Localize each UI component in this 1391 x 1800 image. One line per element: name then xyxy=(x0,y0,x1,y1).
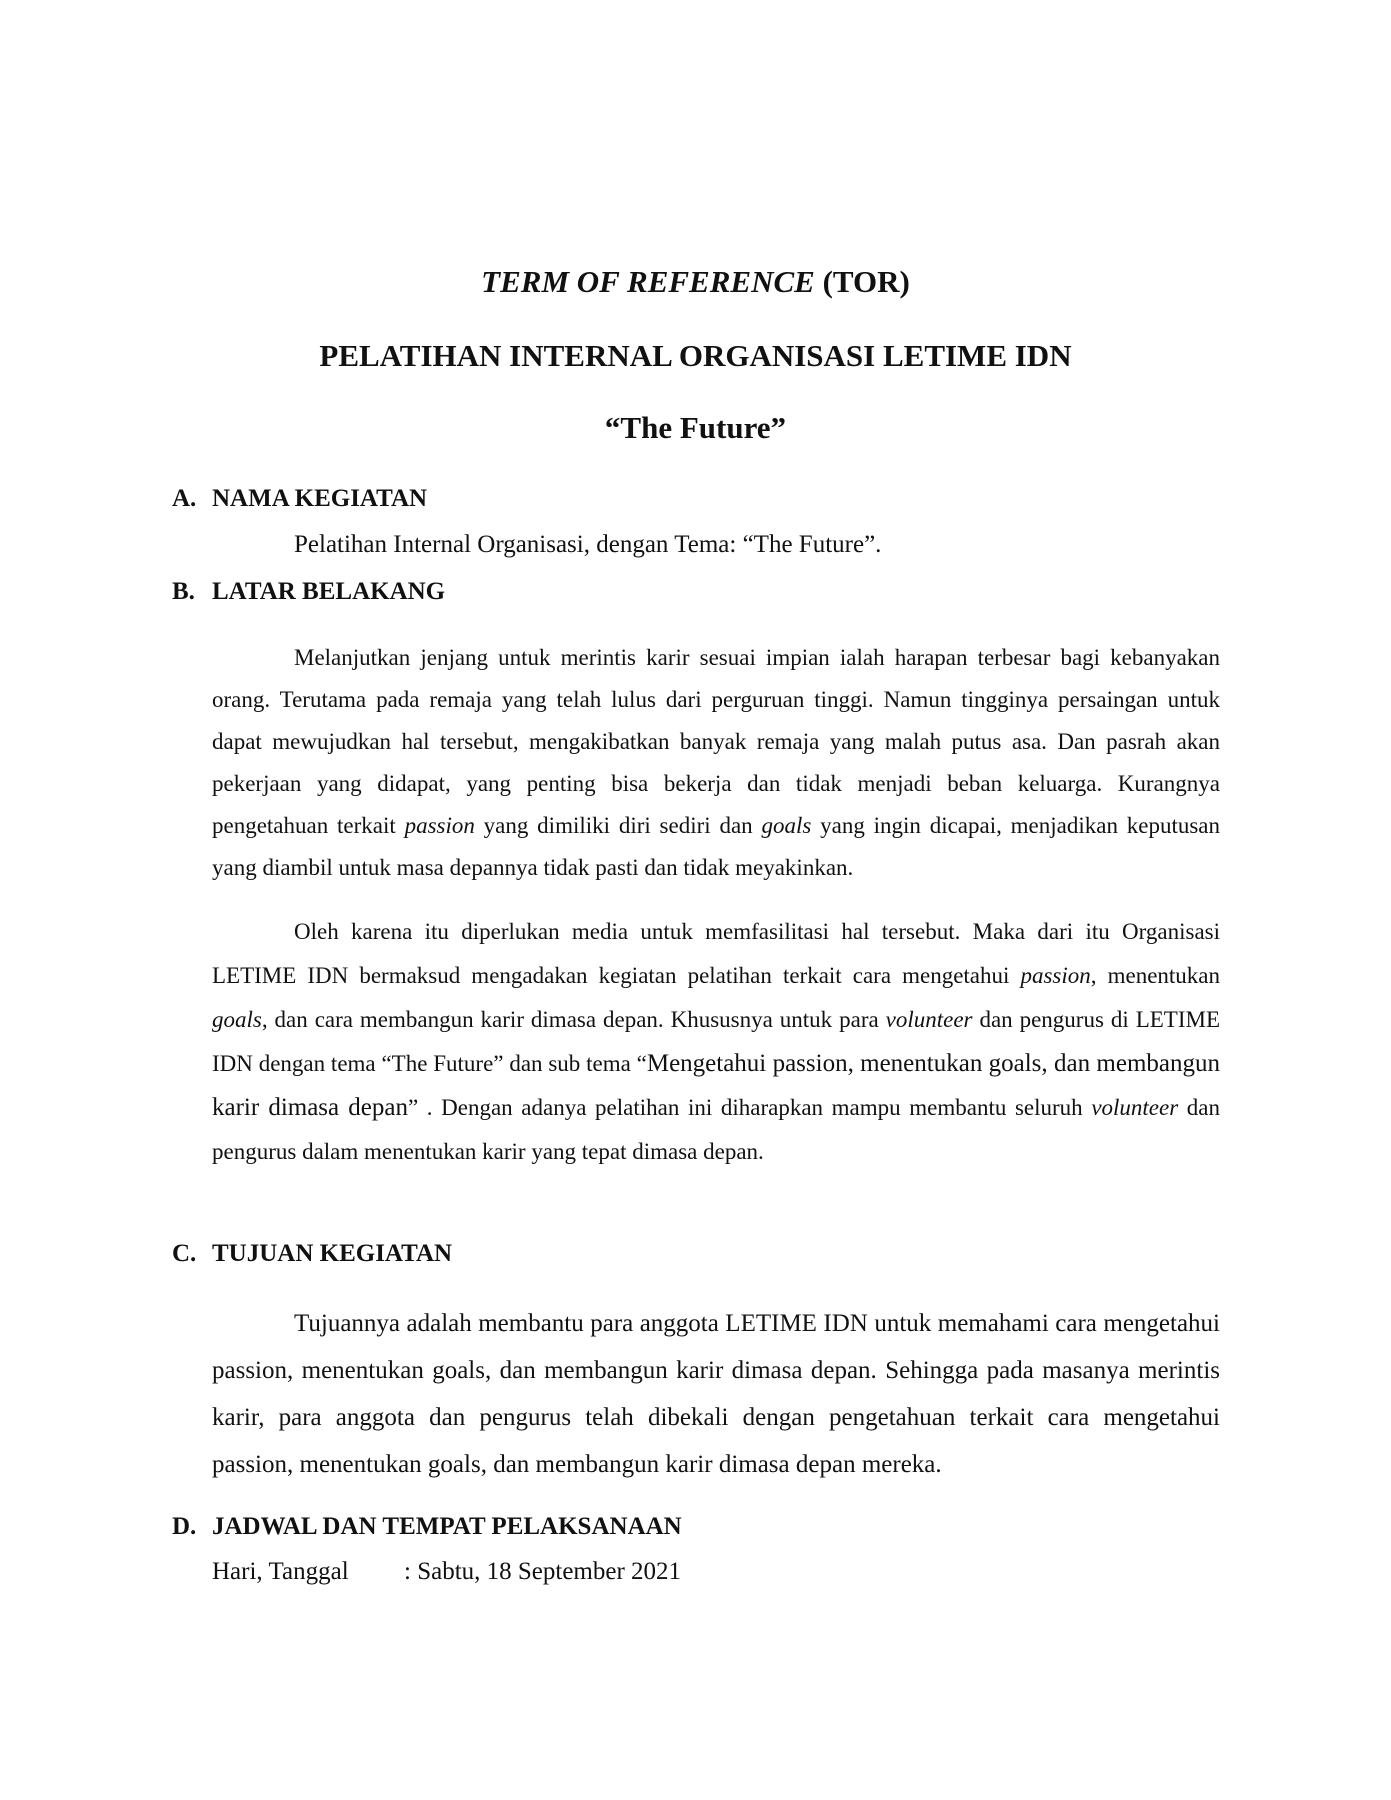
schedule-value: : Sabtu, 18 September 2021 xyxy=(404,1558,682,1585)
section-a-text: Pelatihan Internal Organisasi, dengan Tema: “The Future”. xyxy=(294,531,882,558)
section-c-title: TUJUAN KEGIATAN xyxy=(212,1240,453,1267)
title-italic-part: TERM OF REFERENCE xyxy=(481,264,815,299)
document-subtitle: PELATIHAN INTERNAL ORGANISASI LETIME IDN xyxy=(319,338,1072,373)
section-b-letter: B. xyxy=(172,578,195,605)
section-b-paragraph-2: Oleh karena itu diperlukan media untuk memfasilitasi hal tersebut. Maka dari itu Organisasi LETIME IDN bermaksud mengadakan kegiatan pelatihan terkait cara mengetahui passion, menentukan goals, dan cara membangun karir dimasa depan. Khususnya untuk para volunteer dan pengurus di LETIME IDN dengan tema “The Future” dan sub tema “Mengetahui passion, menentukan goals, dan membangun karir dimasa depan” . Dengan adanya pelatihan ini diharapkan mampu membantu seluruh volunteer dan pengurus dalam menentukan karir yang tepat dimasa depan. xyxy=(212,919,1221,1164)
section-b-heading xyxy=(172,577,445,607)
schedule-row xyxy=(212,1557,681,1587)
schedule-label: Hari, Tanggal xyxy=(212,1558,349,1585)
section-d-title: JADWAL DAN TEMPAT PELAKSANAAN xyxy=(212,1513,682,1540)
section-c-letter: C. xyxy=(172,1240,197,1267)
section-a-letter: A. xyxy=(172,485,197,512)
section-a-heading xyxy=(172,484,427,514)
section-d-heading xyxy=(172,1512,682,1542)
section-a-title: NAMA KEGIATAN xyxy=(212,485,428,512)
section-b-paragraph-1: Melanjutkan jenjang untuk merintis karir sesuai impian ialah harapan terbesar bagi kebanyakan orang. Terutama pada remaja yang telah lulus dari perguruan tinggi. Namun tingginya persaingan untuk dapat mewujudkan hal tersebut, mengakibatkan banyak remaja yang malah putus asa. Dan pasrah akan pekerjaan yang didapat, yang penting bisa bekerja dan tidak menjadi beban keluarga. Kurangnya pengetahuan terkait passion yang dimiliki diri sediri dan goals yang ingin dicapai, menjadikan keputusan yang diambil untuk masa depannya tidak pasti dan tidak meyakinkan. xyxy=(212,645,1221,880)
title-rest-part: (TOR) xyxy=(814,264,910,299)
section-c-paragraph: Tujuannya adalah membantu para anggota LETIME IDN untuk memahami cara mengetahui passion, menentukan goals, dan membangun karir dimasa depan. Sehingga pada masanya merintis karir, para anggota dan pengurus telah dibekali dengan pengetahuan terkait cara mengetahui passion, menentukan goals, dan membangun karir dimasa depan mereka. xyxy=(212,1310,1220,1478)
section-b-title: LATAR BELAKANG xyxy=(212,578,446,605)
section-d-letter: D. xyxy=(172,1513,197,1540)
sub-theme-text: Mengetahui passion, menentukan goals, dan membangun karir dimasa depan xyxy=(212,1050,1220,1121)
document-theme: “The Future” xyxy=(604,410,787,445)
document-title xyxy=(0,264,1391,300)
section-c-heading xyxy=(172,1239,452,1269)
